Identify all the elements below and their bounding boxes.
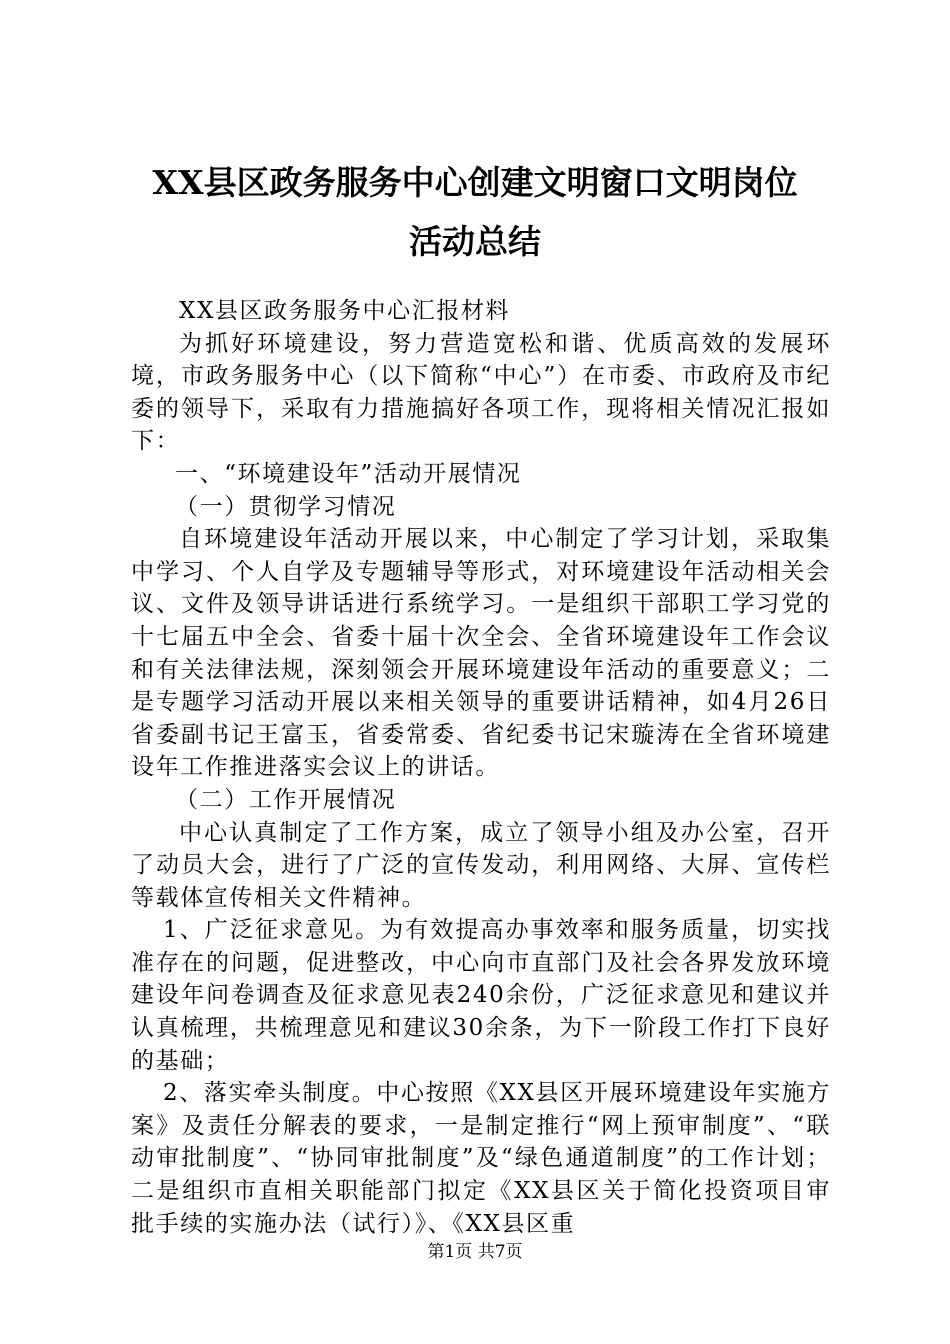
subsection-heading-2: （二）工作开展情况 [175, 786, 397, 813]
paragraph-intro: 为抓好环境建设，努力营造宽松和谐、优质高效的发展环境，市政务服务中心（以下简称“中心”）在市委、市政府及市纪委的领导下，采取有力措施搞好各项工作，现将相关情况汇报如下： [131, 330, 831, 455]
paragraph-report-source: XX县区政务服务中心汇报材料 [179, 298, 511, 324]
document-title-line-1: XX县区政务服务中心创建文明窗口文明岗位 [152, 163, 798, 202]
document-title-line-2: 活动总结 [409, 222, 541, 261]
page-number-footer: 第1页 共7页 [427, 1242, 523, 1262]
subsection-heading-1: （一）贯彻学习情况 [175, 493, 397, 520]
paragraph-item-2: 2、落实牵头制度。中心按照《XX县区开展环境建设年实施方案》及责任分解表的要求，一是制定推行“网上预审制度”、“联动审批制度”、“协同审批制度”及“绿色通道制度”的工作计划；二是组织市直相关职能部门拟定《XX县区关于简化投资项目审批手续的实施办法（试行）》、《XX县区重 [131, 1080, 831, 1237]
paragraph-study: 自环境建设年活动开展以来，中心制定了学习计划，采取集中学习、个人自学及专题辅导等形式，对环境建设年活动相关会议、文件及领导讲话进行系统学习。一是组织干部职工学习党的十七届五中全会、省委十届十次全会、全省环境建设年工作会议和有关法律法规，深刻领会开展环境建设年活动的重要意义；二是专题学习活动开展以来相关领导的重要讲话精神，如4月26日省委副书记王富玉，省委常委、省纪委书记宋璇涛在全省环境建设年工作推进落实会议上的讲话。 [131, 526, 831, 781]
paragraph-work: 中心认真制定了工作方案，成立了领导小组及办公室，召开了动员大会，进行了广泛的宣传发动，利用网络、大屏、宣传栏等载体宣传相关文件精神。 [131, 819, 831, 911]
paragraph-item-1: 1、广泛征求意见。为有效提高办事效率和服务质量，切实找准存在的问题，促进整改，中心向市直部门及社会各界发放环境建设年问卷调查及征求意见表240余份，广泛征求意见和建议并认真梳理，共梳理意见和建议30余条，为下一阶段工作打下良好的基础； [131, 917, 831, 1074]
document-body [131, 295, 831, 1240]
section-heading-1: 一、“环境建设年”活动开展情况 [175, 460, 522, 487]
